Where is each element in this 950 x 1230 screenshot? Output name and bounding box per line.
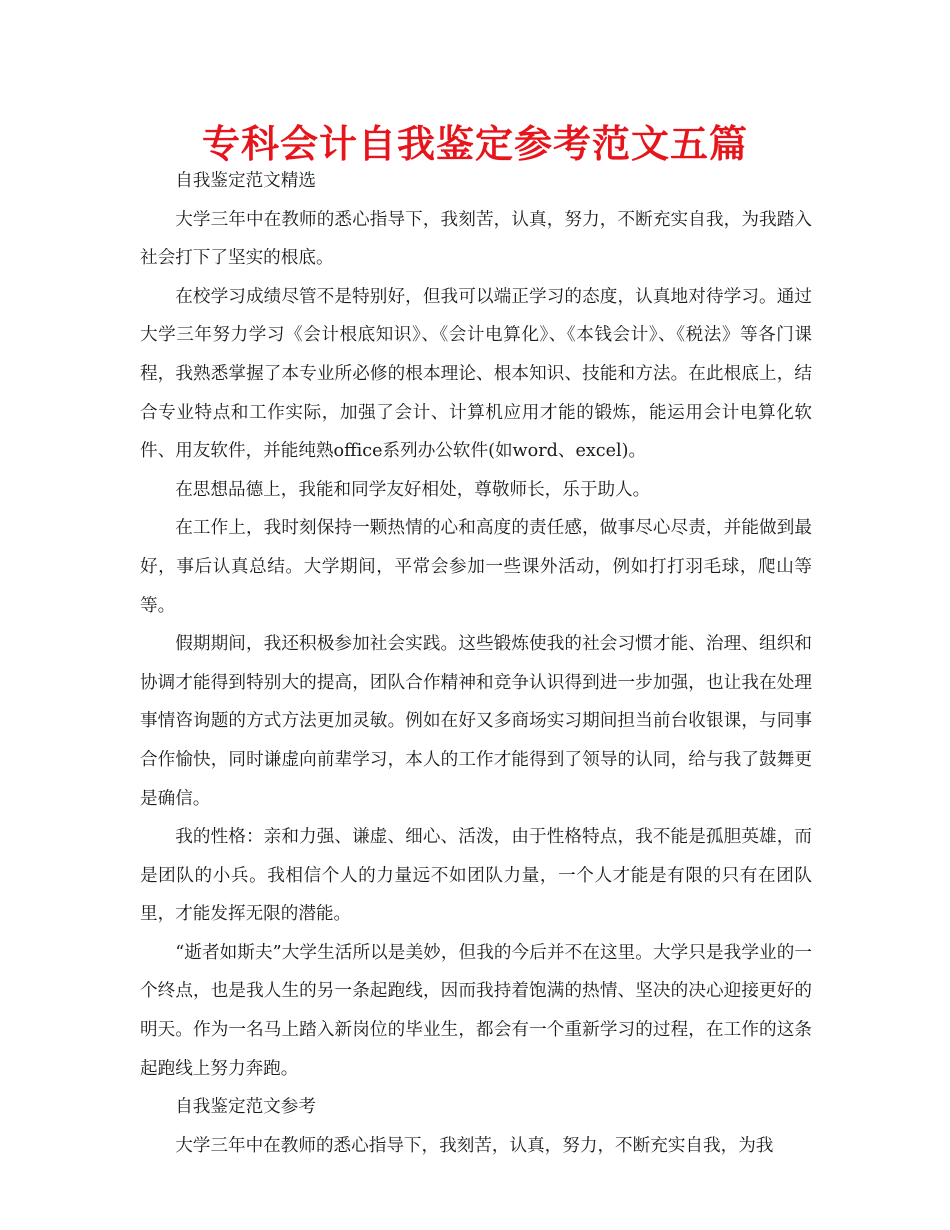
paragraph: 大学三年中在教师的悉心指导下，我刻苦，认真，努力，不断充实自我，为我踏入社会打下了坚实的根底。 [140, 209, 812, 269]
section-heading: 自我鉴定范文参考 [175, 1097, 316, 1118]
paragraph: 在工作上，我时刻保持一颗热情的心和高度的责任感，做事尽心尽责，并能做到最好，事后认真总结。大学期间，平常会参加一些课外活动，例如打打羽毛球，爬山等等。 [140, 518, 812, 616]
paragraph: 假期期间，我还积极参加社会实践。这些锻炼使我的社会习惯才能、治理、组织和协调才能得到特别大的提高，团队合作精神和竞争认识得到进一步加强，也让我在处理事情咨询题的方式方法更加灵敏。例如在好又多商场实习期间担当前台收银课，与同事合作愉快，同时谦虚向前辈学习，本人的工作才能得到了领导的认同，给与我了鼓舞更是确信。 [140, 634, 812, 809]
paragraph: 在思想品德上，我能和同学友好相处，尊敬师长，乐于助人。 [175, 479, 651, 500]
document-title: 专科会计自我鉴定参考范文五篇 [201, 122, 748, 166]
paragraph: 在校学习成绩尽管不是特别好，但我可以端正学习的态度，认真地对待学习。通过大学三年努力学习《会计根底知识》、《会计电算化》、《本钱会计》、《税法》等各门课程，我熟悉掌握了本专业所必修的根本理论、根本知识、技能和方法。在此根底上，结合专业特点和工作实际，加强了会计、计算机应用才能的锻炼，能运用会计电算化软件、用友软件，并能纯熟office系列办公软件(如word、excel)。 [140, 286, 812, 462]
paragraph: 我的性格：亲和力强、谦虚、细心、活泼，由于性格特点，我不能是孤胆英雄，而是团队的小兵。我相信个人的力量远不如团队力量，一个人才能是有限的只有在团队里，才能发挥无限的潜能。 [140, 827, 812, 925]
paragraph: 大学三年中在教师的悉心指导下，我刻苦，认真，努力，不断充实自我，为我 [175, 1135, 774, 1156]
document-body [140, 162, 812, 1165]
paragraph: “逝者如斯夫”大学生活所以是美妙，但我的今后并不在这里。大学只是我学业的一个终点，也是我人生的另一条起跑线，因而我持着饱满的热情、坚决的决心迎接更好的明天。作为一名马上踏入新岗位的毕业生，都会有一个重新学习的过程，在工作的这条起跑线上努力奔跑。 [140, 942, 812, 1079]
section-heading: 自我鉴定范文精选 [175, 171, 316, 191]
